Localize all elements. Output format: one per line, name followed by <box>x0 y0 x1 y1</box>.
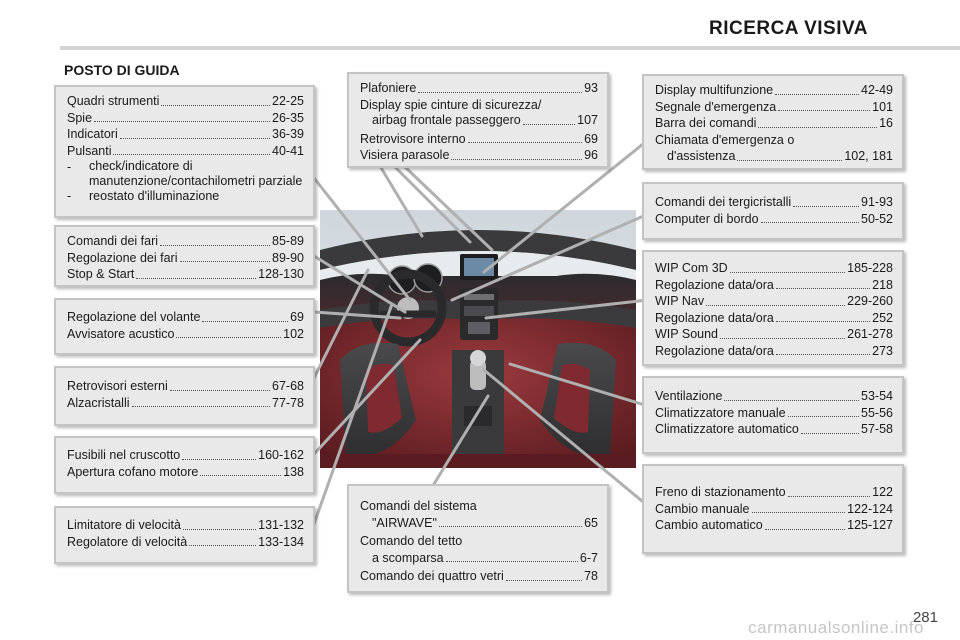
index-entry[interactable]: d'assistenza 102, 181 <box>667 149 893 163</box>
index-entry[interactable]: Comandi dei fari 85-89 <box>67 234 304 248</box>
sub-item: - reostato d'illuminazione <box>67 189 220 203</box>
index-entry[interactable]: Regolazione data/ora 273 <box>655 343 893 358</box>
cockpit-photo <box>320 210 636 468</box>
index-entry[interactable]: Display multifunzione 42-49 <box>655 83 893 97</box>
index-entry[interactable]: Indicatori 36-39 <box>67 127 304 141</box>
index-entry[interactable]: Stop & Start 128-130 <box>67 267 304 281</box>
index-entry[interactable]: Climatizzatore automatico 57-58 <box>655 422 893 436</box>
box-limitatore <box>54 506 315 564</box>
box-wip <box>642 250 904 366</box>
index-entry[interactable]: Limitatore di velocità 131-132 <box>67 518 304 532</box>
index-entry[interactable]: WIP Sound 261-278 <box>655 327 893 341</box>
box-volante <box>54 298 315 355</box>
watermark: carmanualsonline.info <box>748 618 924 637</box>
index-entry[interactable]: Retrovisore interno 69 <box>360 131 598 146</box>
index-entry-line: Comandi del sistema <box>360 499 477 513</box>
section-title: POSTO DI GUIDA <box>64 62 180 78</box>
index-entry[interactable]: Avvisatore acustico 102 <box>67 326 304 341</box>
title-rule <box>60 46 960 50</box>
index-entry[interactable]: Comandi dei tergicristalli 91-93 <box>655 195 893 209</box>
box-retrovisori <box>54 366 315 426</box>
index-entry[interactable]: Barra dei comandi 16 <box>655 116 893 130</box>
index-entry[interactable]: Quadri strumenti 22-25 <box>67 94 304 108</box>
index-entry[interactable]: Computer di bordo 50-52 <box>655 211 893 226</box>
index-entry[interactable]: Cambio automatico 125-127 <box>655 518 893 532</box>
index-entry[interactable]: Spie 26-35 <box>67 110 304 125</box>
index-entry[interactable]: Pulsanti 40-41 <box>67 143 304 158</box>
box-fusibili <box>54 436 315 494</box>
index-entry[interactable]: Alzacristalli 77-78 <box>67 395 304 410</box>
index-entry[interactable]: "AIRWAVE" 65 <box>372 515 598 530</box>
index-entry[interactable]: Cambio manuale 122-124 <box>655 501 893 516</box>
index-entry[interactable]: Retrovisori esterni 67-68 <box>67 379 304 393</box>
index-entry[interactable]: Visiera parasole 96 <box>360 148 598 162</box>
box-ventilazione <box>642 376 904 454</box>
box-fari <box>54 225 315 287</box>
index-entry[interactable]: a scomparsa 6-7 <box>372 550 598 565</box>
cockpit-illustration <box>320 210 636 468</box>
index-entry[interactable]: Comando dei quattro vetri 78 <box>360 569 598 583</box>
index-entry[interactable]: Climatizzatore manuale 55-56 <box>655 405 893 420</box>
index-entry[interactable]: Freno di stazionamento 122 <box>655 485 893 499</box>
index-entry-line: Comando del tetto <box>360 534 463 548</box>
index-entry[interactable]: Regolazione del volante 69 <box>67 310 304 324</box>
index-entry[interactable]: WIP Com 3D 185-228 <box>655 261 893 275</box>
box-plafoniere <box>347 72 609 168</box>
page-number: 281 <box>912 609 938 626</box>
index-entry[interactable]: Plafoniere 93 <box>360 81 598 95</box>
index-entry[interactable]: Regolatore di velocità 133-134 <box>67 534 304 549</box>
box-display <box>642 74 904 170</box>
index-entry[interactable]: Fusibili nel cruscotto 160-162 <box>67 448 304 462</box>
sub-item: - check/indicatore di manutenzione/contachilometri parziale <box>67 159 303 188</box>
index-entry[interactable]: Regolazione dei fari 89-90 <box>67 250 304 265</box>
index-entry[interactable]: Segnale d'emergenza 101 <box>655 99 893 114</box>
index-entry[interactable]: Apertura cofano motore 138 <box>67 464 304 479</box>
index-entry-line: Display spie cinture di sicurezza/ <box>360 97 542 112</box>
index-entry[interactable]: Ventilazione 53-54 <box>655 389 893 403</box>
box-freno <box>642 464 904 554</box>
page-title: RICERCA VISIVA <box>708 18 868 39</box>
index-entry[interactable]: airbag frontale passeggero 107 <box>372 113 598 127</box>
index-entry-line: Chiamata d'emergenza o <box>655 132 795 147</box>
index-entry[interactable]: Regolazione data/ora 218 <box>655 277 893 292</box>
index-entry[interactable]: WIP Nav 229-260 <box>655 294 893 308</box>
box-tergicristalli <box>642 182 904 240</box>
index-entry[interactable]: Regolazione data/ora 252 <box>655 310 893 325</box>
box-quadri-strumenti <box>54 85 315 218</box>
box-airwave <box>347 484 609 593</box>
